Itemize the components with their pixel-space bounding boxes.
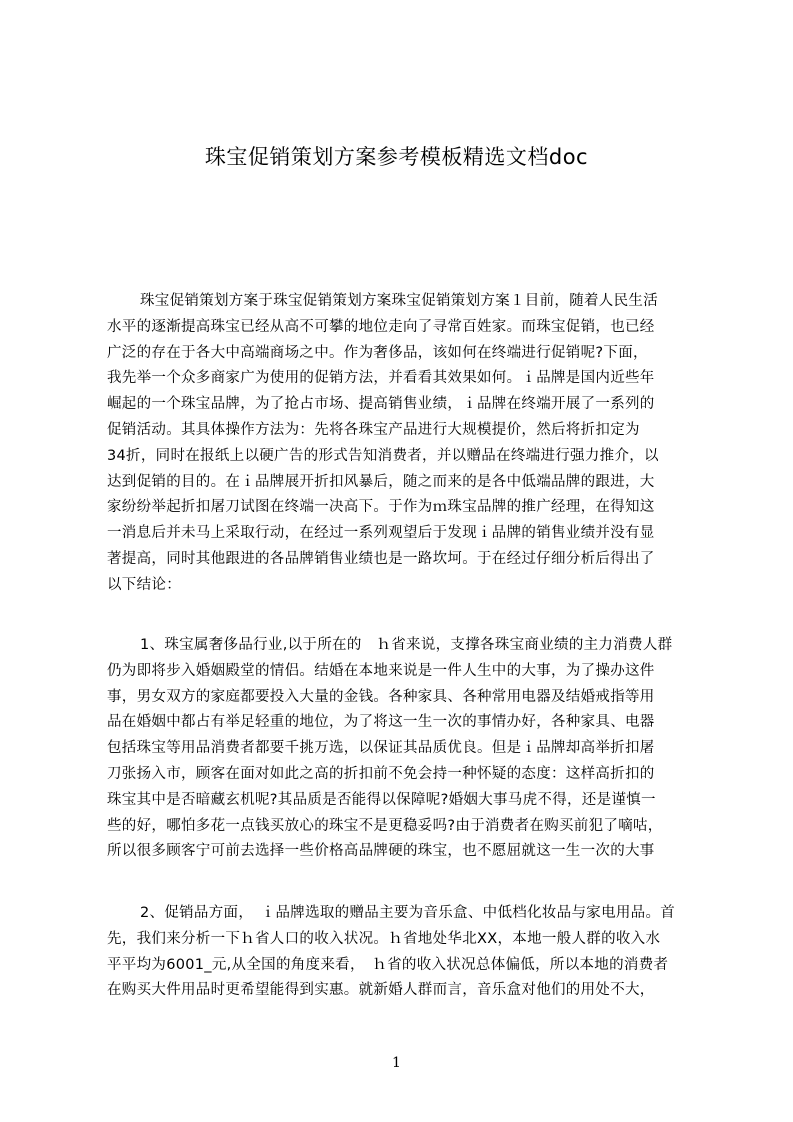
paragraph-point-2 (107, 901, 699, 1004)
text-line: 2、促销品方面， ｉ品牌选取的赠品主要为音乐盒、中低档化妆品与家电用品。首 (140, 905, 676, 921)
text-line: 所以很多顾客宁可前去选择一些价格高品牌硬的珠宝，也不愿屈就这一生一次的大事 (107, 843, 655, 860)
text-line: 达到促销的目的。在ｉ品牌展开折扣风暴后，随之而来的是各中低端品牌的跟进，大 (107, 473, 655, 490)
text-line: 1、珠宝属奢侈品行业,以于所在的 ｈ省来说，支撑各珠宝商业绩的主力消费人群 (140, 637, 673, 653)
paragraph-intro (107, 289, 699, 599)
text-line: 刀张扬入市，顾客在面对如此之高的折扣前不免会持一种怀疑的态度：这样高折扣的 (107, 765, 655, 782)
text-line: 在购买大件用品时更希望能得到实惠。就新婚人群而言，音乐盒对他们的用处不大， (107, 982, 655, 999)
text-line: 平平均为6001_元,从全国的角度来看， ｈ省的收入状况总体偏低，所以本地的消费者 (107, 956, 669, 973)
text-line: 广泛的存在于各大中高端商场之中。作为奢侈品，该如何在终端进行促销呢?下面， (107, 344, 648, 361)
text-line: 珠宝促销策划方案于珠宝促销策划方案珠宝促销策划方案１目前，随着人民生活 (140, 293, 658, 309)
text-line: 些的好，哪怕多花一点钱买放心的珠宝不是更稳妥吗?由于消费者在购买前犯了嘀咕， (107, 817, 663, 834)
text-line: 我先举一个众多商家广为使用的促销方法，并看看其效果如何。ｉ品牌是国内近些年 (107, 370, 655, 387)
text-line: 事，男女双方的家庭都要投入大量的金钱。各种家具、各种常用电器及结婚戒指等用 (107, 688, 655, 705)
text-line: 以下结论： (107, 576, 181, 593)
text-line: 品在婚姻中都占有举足轻重的地位，为了将这一生一次的事情办好，各种家具、电器 (107, 714, 655, 731)
text-line: 34折，同时在报纸上以硬广告的形式告知消费者，并以赠品在终端进行强力推介，以 (107, 447, 659, 464)
text-line: 家纷纷举起折扣屠刀试图在终端一决高下。于作为ｍ珠宝品牌的推广经理，在得知这 (107, 499, 655, 516)
document-title: 珠宝促销策划方案参考模板精选文档doc (204, 145, 589, 169)
text-line: 崛起的一个珠宝品牌，为了抢占市场、提高销售业绩，ｉ品牌在终端开展了一系列的 (107, 396, 655, 413)
paragraph-point-1 (107, 633, 699, 865)
text-line: 著提高，同时其他跟进的各品牌销售业绩也是一路坎坷。于在经过仔细分析后得出了 (107, 550, 655, 567)
text-line: 水平的逐渐提高珠宝已经从高不可攀的地位走向了寻常百姓家。而珠宝促销，也已经 (107, 318, 655, 335)
text-line: 包括珠宝等用品消费者都要千挑万选，以保证其品质优良。但是ｉ品牌却高举折扣屠 (107, 740, 655, 757)
text-line: 先，我们来分析一下ｈ省人口的收入状况。ｈ省地处华北XX，本地一般人群的收入水 (107, 930, 661, 947)
text-line: 一消息后并未马上采取行动，在经过一系列观望后于发现ｉ品牌的销售业绩并没有显 (107, 525, 655, 542)
text-line: 促销活动。其具体操作方法为：先将各珠宝产品进行大规模提价，然后将折扣定为 (107, 421, 640, 438)
text-line: 仍为即将步入婚姻殿堂的情侣。结婚在本地来说是一件人生中的大事，为了操办这件 (107, 662, 655, 679)
page-number: 1 (392, 1055, 401, 1071)
text-line: 珠宝其中是否暗藏玄机呢?其品质是否能得以保障呢?婚姻大事马虎不得，还是谨慎一 (107, 791, 656, 808)
